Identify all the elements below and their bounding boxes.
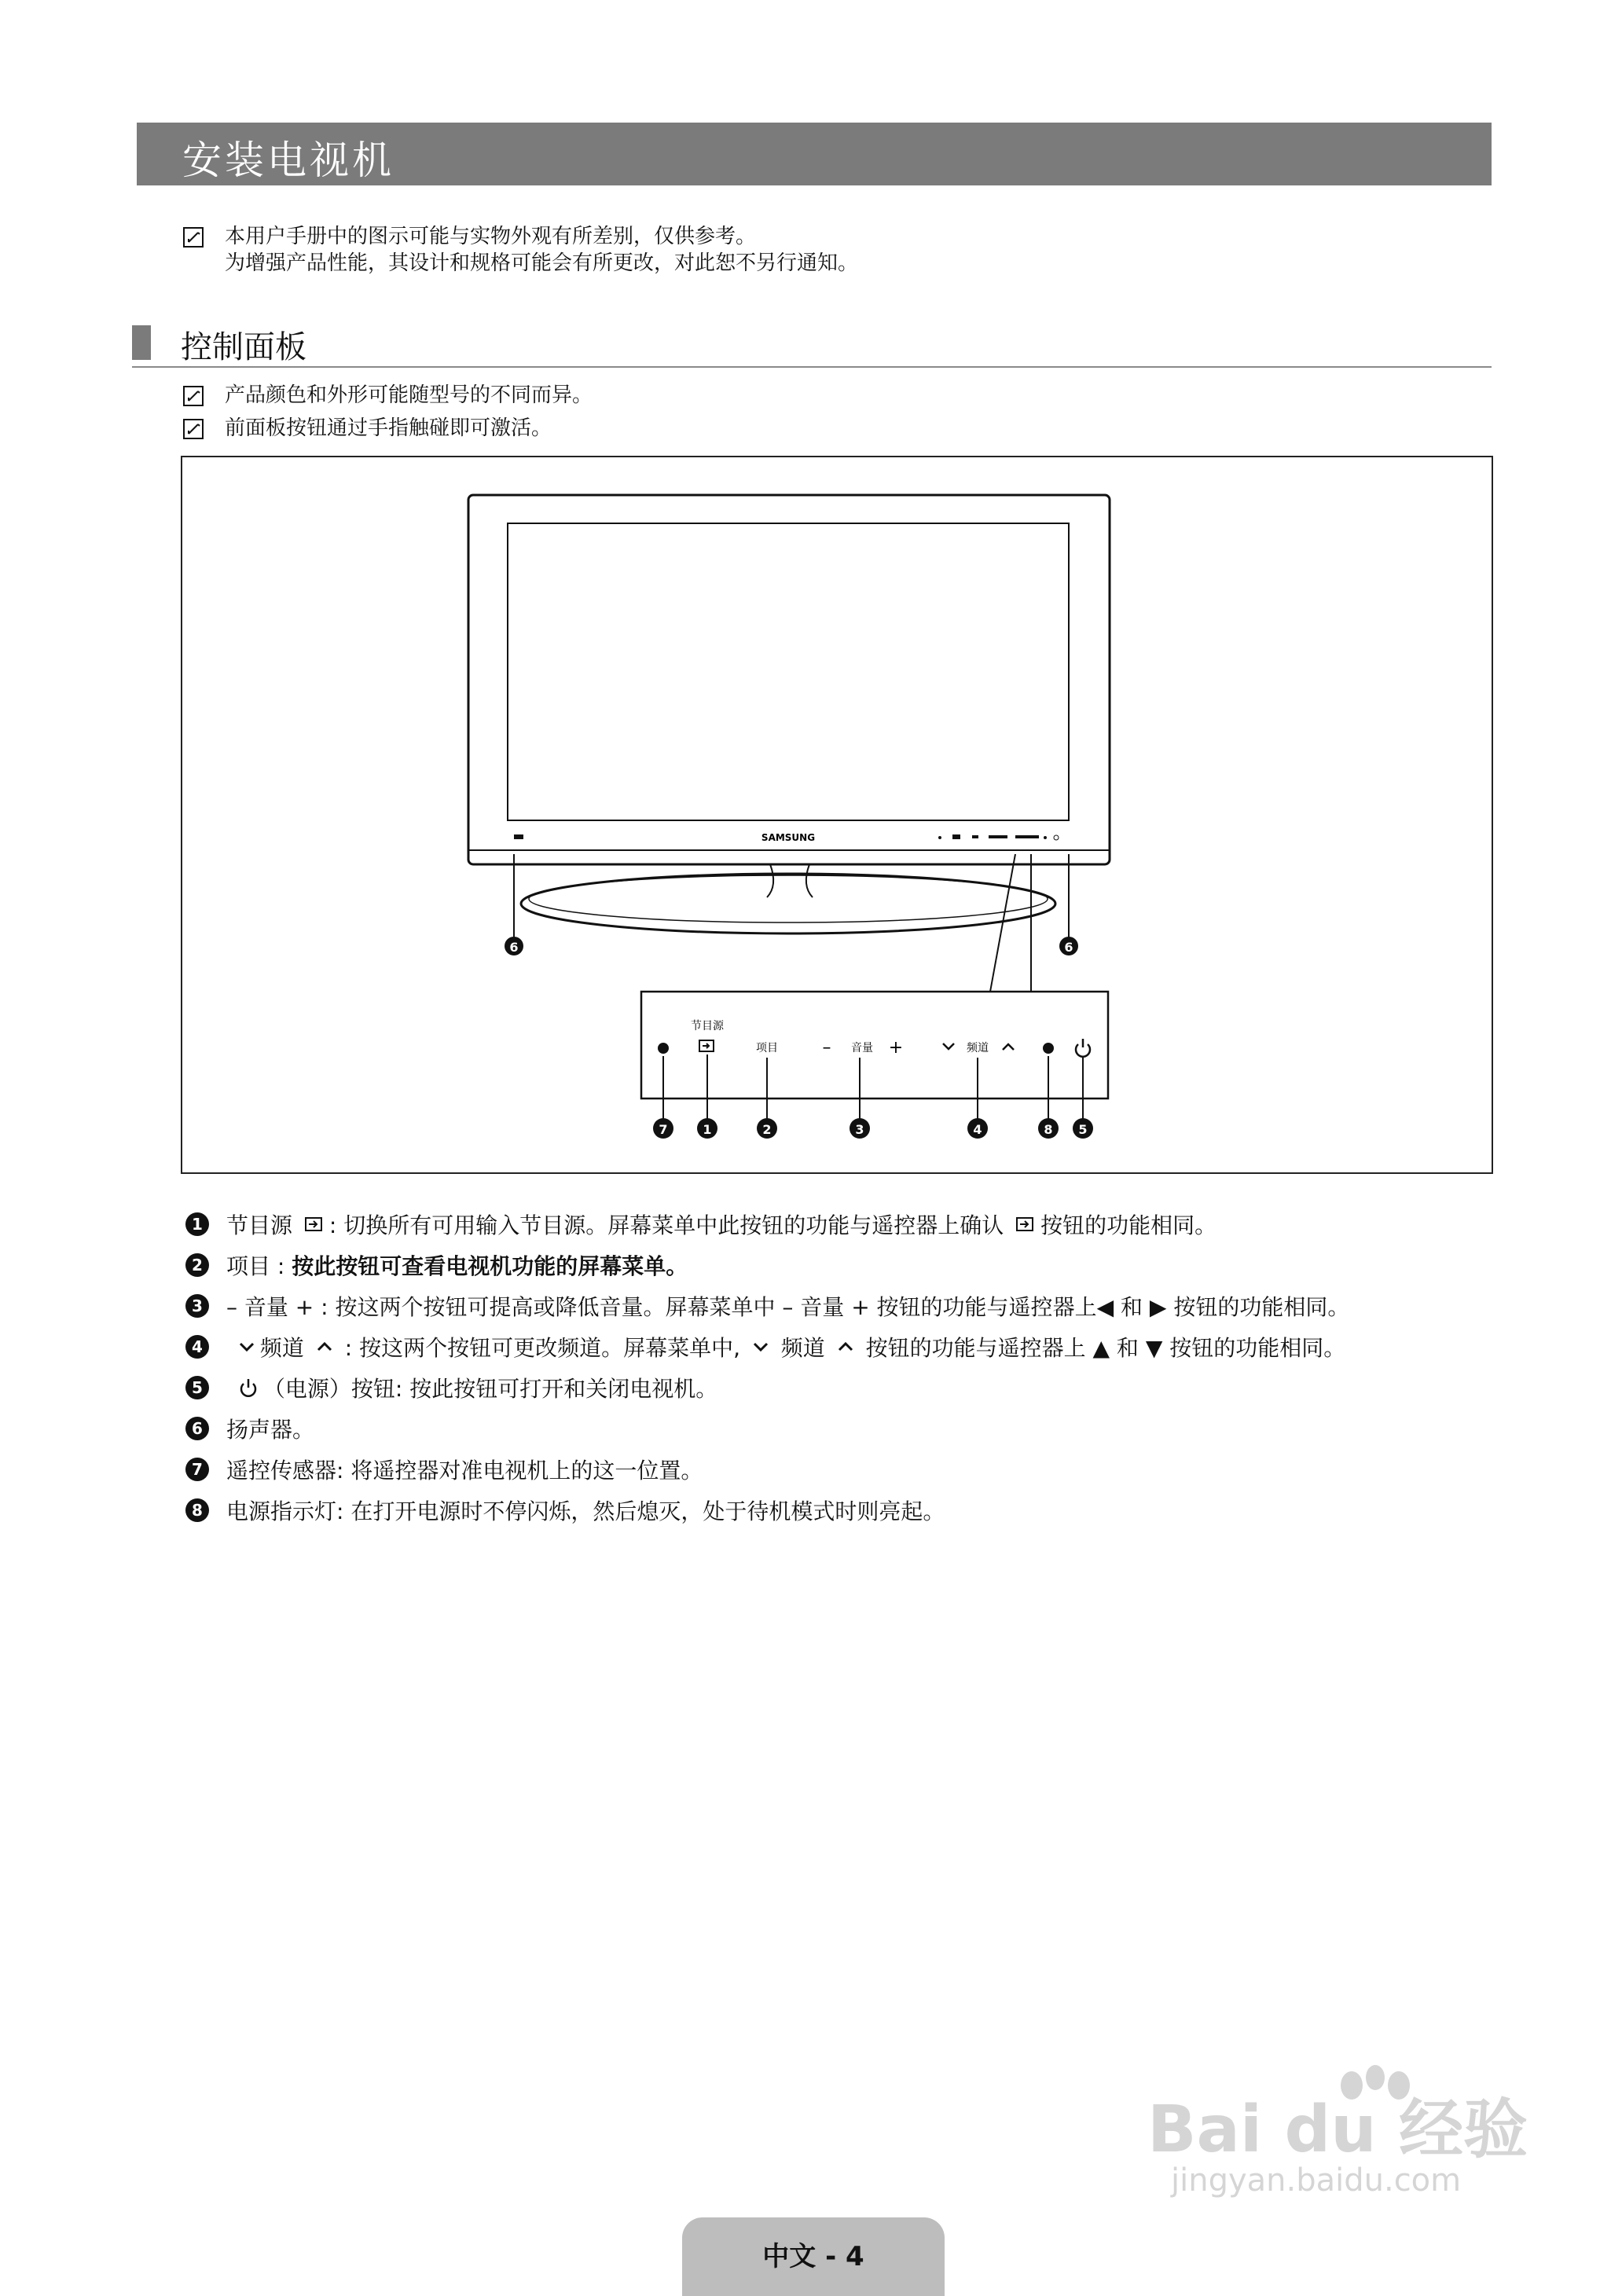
list-item: 8 电源指示灯: 在打开电源时不停闪烁，然后熄灭，处于待机模式时则亮起。 (185, 1495, 945, 1526)
chevron-up-icon (837, 1341, 854, 1353)
chevron-down-icon (752, 1341, 769, 1353)
list-item: 2 项目 : 按此按钮可查看电视机功能的屏幕菜单。 (185, 1249, 688, 1281)
panel-label-volume: 音量 (851, 1042, 873, 1054)
tv-frame (468, 495, 1110, 864)
page-number: 中文 - 4 (762, 2241, 864, 2272)
number-badge: 7 (185, 1458, 209, 1481)
section-title: 控制面板 (181, 329, 306, 365)
note-icon (182, 385, 204, 407)
chevron-down-icon (238, 1341, 255, 1353)
source-icon (699, 1040, 714, 1051)
sensor-mark (514, 834, 523, 839)
tv-diagram (182, 457, 1492, 1172)
source-icon (304, 1216, 325, 1233)
svg-text:1: 1 (703, 1122, 712, 1137)
panel-label-source: 节目源 (691, 1020, 724, 1032)
number-badge: 8 (185, 1498, 209, 1522)
power-icon (238, 1377, 259, 1398)
note-line-1: 本用户手册中的图示可能与实物外观有所差别，仅供参考。 (225, 225, 757, 248)
list-item: 4 频道 : 按这两个按钮可更改频道。屏幕菜单中, 频道 按钮的功能与遥控器上 ▲ 和 ▼ 按钮的功能相同。 (185, 1331, 1345, 1363)
number-badge: 6 (185, 1417, 209, 1440)
section-marker (132, 325, 151, 360)
svg-text:4: 4 (973, 1122, 982, 1137)
power-icon (1076, 1039, 1090, 1057)
chevron-up-icon (316, 1341, 333, 1353)
page-number-tab (682, 2217, 945, 2296)
page-title: 安装电视机 (182, 138, 394, 183)
vol-minus-icon: – (822, 1038, 831, 1058)
svg-text:5: 5 (1078, 1122, 1088, 1137)
svg-text:3: 3 (855, 1122, 864, 1137)
number-badge: 1 (185, 1212, 209, 1236)
chevron-up-icon (1003, 1044, 1014, 1050)
section-note-1: 产品颜色和外形可能随型号的不同而异。 (225, 383, 593, 407)
number-badge: 3 (185, 1294, 209, 1318)
note-line-2: 为增强产品性能，其设计和规格可能会有所更改，对此恕不另行通知。 (225, 251, 859, 275)
svg-text:6: 6 (509, 940, 519, 955)
svg-text:2: 2 (762, 1122, 772, 1137)
note-icon (182, 226, 204, 248)
chevron-down-icon (943, 1043, 954, 1049)
number-badge: 4 (185, 1335, 209, 1359)
watermark-logo: Bai du 经验 (1147, 2092, 1528, 2167)
list-item: 6 扬声器。 (185, 1413, 314, 1444)
section-note-2: 前面板按钮通过手指触碰即可激活。 (225, 416, 552, 440)
watermark-url: jingyan.baidu.com (1171, 2162, 1462, 2199)
list-item: 1 节目源 : 切换所有可用输入节目源。屏幕菜单中此按钮的功能与遥控器上确认 按钮的功能相同。 (185, 1209, 1216, 1240)
vol-plus-icon: + (888, 1038, 904, 1058)
note-icon (182, 418, 204, 440)
panel-label-menu: 项目 (756, 1042, 778, 1054)
section-heading (132, 322, 1492, 368)
remote-sensor-dot (658, 1043, 669, 1054)
list-item: 5 （电源）按钮: 按此按钮可打开和关闭电视机。 (185, 1372, 717, 1403)
list-item: 3 – 音量 + : 按这两个按钮可提高或降低音量。屏幕菜单中 – 音量 + 按钮的功能与遥控器上◀ 和 ▶ 按钮的功能相同。 (185, 1290, 1349, 1322)
control-panel-figure (181, 456, 1493, 1174)
source-icon (1015, 1216, 1036, 1233)
svg-text:7: 7 (659, 1122, 668, 1137)
tv-screen (508, 523, 1069, 820)
number-badge: 5 (185, 1376, 209, 1399)
list-item: 7 遥控传感器: 将遥控器对准电视机上的这一位置。 (185, 1454, 703, 1485)
zoomed-control-panel (641, 992, 1108, 1098)
page-title-bar (137, 123, 1492, 185)
brand-logo: SAMSUNG (761, 832, 816, 843)
power-indicator-dot (1043, 1043, 1054, 1054)
number-badge: 2 (185, 1253, 209, 1277)
svg-text:6: 6 (1064, 940, 1073, 955)
panel-label-channel: 频道 (967, 1042, 989, 1054)
baidu-watermark (1139, 2059, 1548, 2200)
svg-text:8: 8 (1044, 1122, 1053, 1137)
